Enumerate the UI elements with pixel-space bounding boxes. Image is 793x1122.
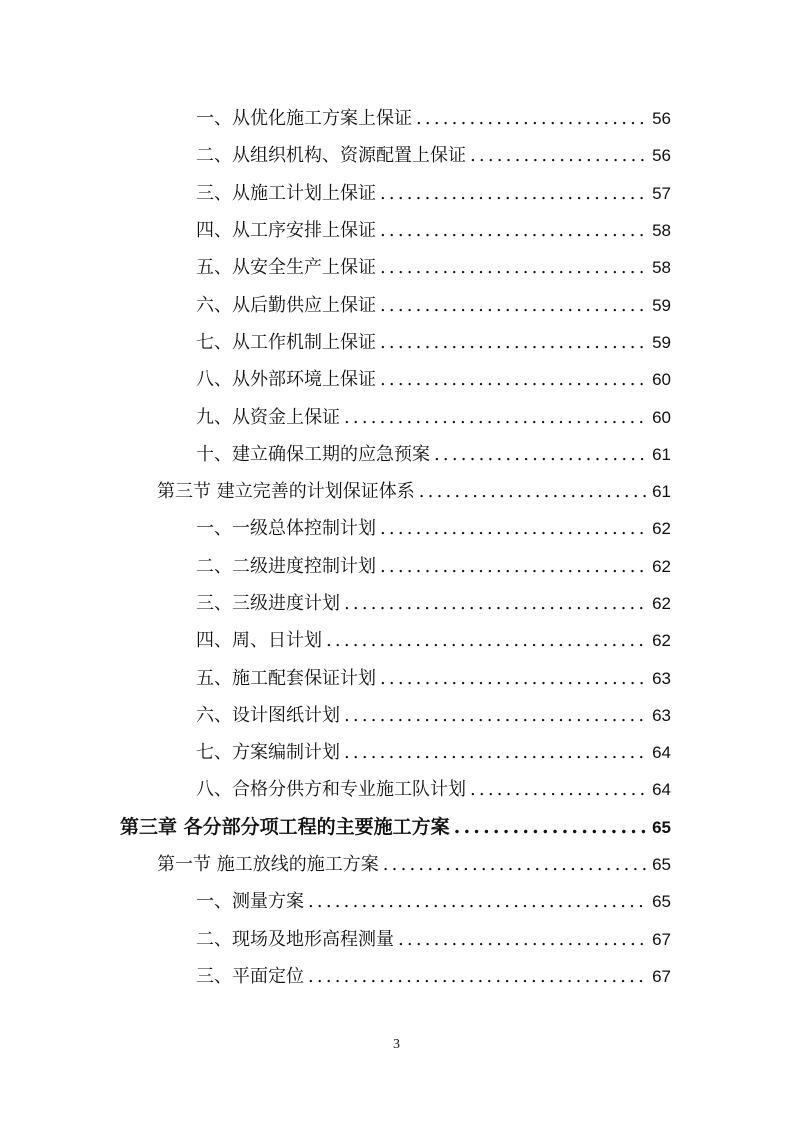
- toc-entry-item[interactable]: [196, 771, 671, 808]
- toc-entry-page: 56: [652, 146, 671, 166]
- toc-row: [0, 212, 793, 249]
- toc-entry-item[interactable]: [196, 622, 671, 659]
- toc-entry-page: 60: [652, 370, 671, 390]
- toc-entry-item[interactable]: [196, 287, 671, 324]
- toc-entry-label: 二、从组织机构、资源配置上保证: [196, 145, 466, 167]
- toc-entry-item[interactable]: [196, 249, 671, 286]
- dot-leader: [380, 212, 647, 249]
- dot-leader: [380, 548, 647, 585]
- toc-entry-item[interactable]: [196, 436, 671, 473]
- toc-entry-page: 57: [652, 183, 671, 203]
- toc-entry-label: 三、平面定位: [196, 965, 304, 987]
- toc-entry-label: 一、一级总体控制计划: [196, 518, 376, 540]
- toc-entry-page: 60: [652, 407, 671, 427]
- toc-row: [0, 398, 793, 435]
- toc-entry-section[interactable]: [157, 846, 671, 883]
- toc-entry-label: 一、测量方案: [196, 891, 304, 913]
- toc-entry-item[interactable]: [196, 399, 671, 436]
- toc-row: [0, 622, 793, 659]
- toc-entry-label: 十、建立确保工期的应急预案: [196, 443, 430, 465]
- toc-entry-item[interactable]: [196, 883, 671, 920]
- toc-entry-page: 65: [652, 855, 671, 875]
- toc-entry-item[interactable]: [196, 660, 671, 697]
- toc-row: [0, 659, 793, 696]
- toc-row: [0, 697, 793, 734]
- toc-entry-label: 八、从外部环境上保证: [196, 369, 376, 391]
- toc-entry-chapter[interactable]: [120, 809, 671, 846]
- dot-leader: [344, 734, 647, 771]
- toc-entry-label: 三、三级进度计划: [196, 593, 340, 614]
- toc-entry-page: 63: [652, 668, 671, 688]
- toc-entry-label: 八、合格分供方和专业施工队计划: [196, 779, 466, 801]
- dot-leader: [380, 361, 647, 398]
- toc-row: [0, 249, 793, 286]
- toc-entry-page: 62: [652, 519, 671, 539]
- dot-leader: [326, 622, 647, 659]
- dot-leader: [380, 324, 647, 361]
- toc-row: [0, 137, 793, 174]
- toc-entry-label: 三、从施工计划上保证: [196, 182, 376, 204]
- dot-leader: [380, 287, 647, 324]
- toc-entry-page: 64: [652, 780, 671, 800]
- toc-row: [0, 175, 793, 212]
- toc-entry-page: 67: [652, 929, 671, 949]
- toc-entry-label: 第一节 施工放线的施工方案: [157, 854, 379, 876]
- toc-row: [0, 734, 793, 771]
- dot-leader: [470, 137, 647, 174]
- toc-entry-label: 七、从工作机制上保证: [196, 331, 376, 353]
- toc-entry-label: 五、施工配套保证计划: [196, 667, 376, 689]
- dot-leader: [344, 697, 647, 734]
- toc-row: [0, 286, 793, 323]
- toc-entry-page: 64: [652, 743, 671, 763]
- toc-row: [0, 436, 793, 473]
- toc-entry-page: 67: [652, 966, 671, 986]
- toc-entry-label: 第三节 建立完善的计划保证体系: [157, 481, 415, 503]
- toc-row: [0, 585, 793, 622]
- toc-row: [0, 548, 793, 585]
- dot-leader: [454, 809, 647, 846]
- toc-entry-page: 65: [652, 817, 671, 837]
- toc-entry-label: 二、现场及地形高程测量: [196, 928, 394, 950]
- toc-row: [0, 846, 793, 883]
- dot-leader: [308, 883, 647, 920]
- toc-row: [0, 100, 793, 137]
- toc-entry-page: 56: [652, 109, 671, 129]
- toc-row: [0, 324, 793, 361]
- toc-entry-page: 63: [652, 705, 671, 725]
- dot-leader: [416, 100, 647, 137]
- toc-entry-item[interactable]: [196, 100, 671, 137]
- dot-leader: [380, 660, 647, 697]
- toc-entry-label: 六、设计图纸计划: [196, 704, 340, 726]
- toc-entry-item[interactable]: [196, 548, 671, 585]
- toc-entry-label: 四、周、日计划: [196, 630, 322, 652]
- toc-entry-label: 四、从工序安排上保证: [196, 220, 376, 242]
- toc-entry-page: 62: [652, 631, 671, 651]
- toc-entry-label: 第三章 各分部分项工程的主要施工方案: [120, 815, 450, 838]
- toc-entry-page: 61: [652, 482, 671, 502]
- toc-row: [0, 921, 793, 958]
- dot-leader: [470, 771, 647, 808]
- toc-entry-item[interactable]: [196, 510, 671, 547]
- toc-row: [0, 809, 793, 846]
- dot-leader: [434, 436, 647, 473]
- toc-entry-label: 六、从后勤供应上保证: [196, 294, 376, 316]
- dot-leader: [380, 249, 647, 286]
- toc-entry-item[interactable]: [196, 585, 671, 622]
- page-number: 3: [393, 1037, 400, 1052]
- toc-entry-item[interactable]: [196, 137, 671, 174]
- toc-entry-page: 61: [652, 444, 671, 464]
- toc-entry-page: 65: [652, 892, 671, 912]
- dot-leader: [398, 921, 647, 958]
- toc-entry-item[interactable]: [196, 734, 671, 771]
- dot-leader: [380, 175, 647, 212]
- toc-row: [0, 958, 793, 995]
- table-of-contents: [0, 100, 793, 995]
- toc-row: [0, 771, 793, 808]
- toc-entry-label: 二、二级进度控制计划: [196, 555, 376, 577]
- toc-entry-item[interactable]: [196, 212, 671, 249]
- dot-leader: [380, 510, 647, 547]
- toc-entry-item[interactable]: [196, 921, 671, 958]
- toc-entry-label: 五、从安全生产上保证: [196, 257, 376, 279]
- toc-entry-page: 58: [652, 221, 671, 241]
- toc-entry-page: 58: [652, 258, 671, 278]
- toc-entry-page: 59: [652, 295, 671, 315]
- toc-entry-label: 七、方案编制计划: [196, 742, 340, 764]
- dot-leader: [344, 585, 647, 622]
- toc-entry-item[interactable]: [196, 175, 671, 212]
- toc-entry-section[interactable]: [157, 473, 671, 510]
- toc-entry-item[interactable]: [196, 697, 671, 734]
- toc-entry-item[interactable]: [196, 958, 671, 995]
- toc-row: [0, 361, 793, 398]
- dot-leader: [383, 846, 647, 883]
- toc-entry-label: 九、从资金上保证: [196, 406, 340, 428]
- toc-entry-page: 62: [652, 556, 671, 576]
- toc-row: [0, 883, 793, 920]
- toc-row: [0, 473, 793, 510]
- toc-entry-label: 一、从优化施工方案上保证: [196, 108, 412, 130]
- toc-entry-page: 59: [652, 332, 671, 352]
- dot-leader: [308, 958, 647, 995]
- toc-entry-item[interactable]: [196, 361, 671, 398]
- dot-leader: [344, 399, 647, 436]
- toc-row: [0, 510, 793, 547]
- toc-entry-item[interactable]: [196, 324, 671, 361]
- dot-leader: [419, 473, 647, 510]
- toc-entry-page: 62: [652, 594, 671, 613]
